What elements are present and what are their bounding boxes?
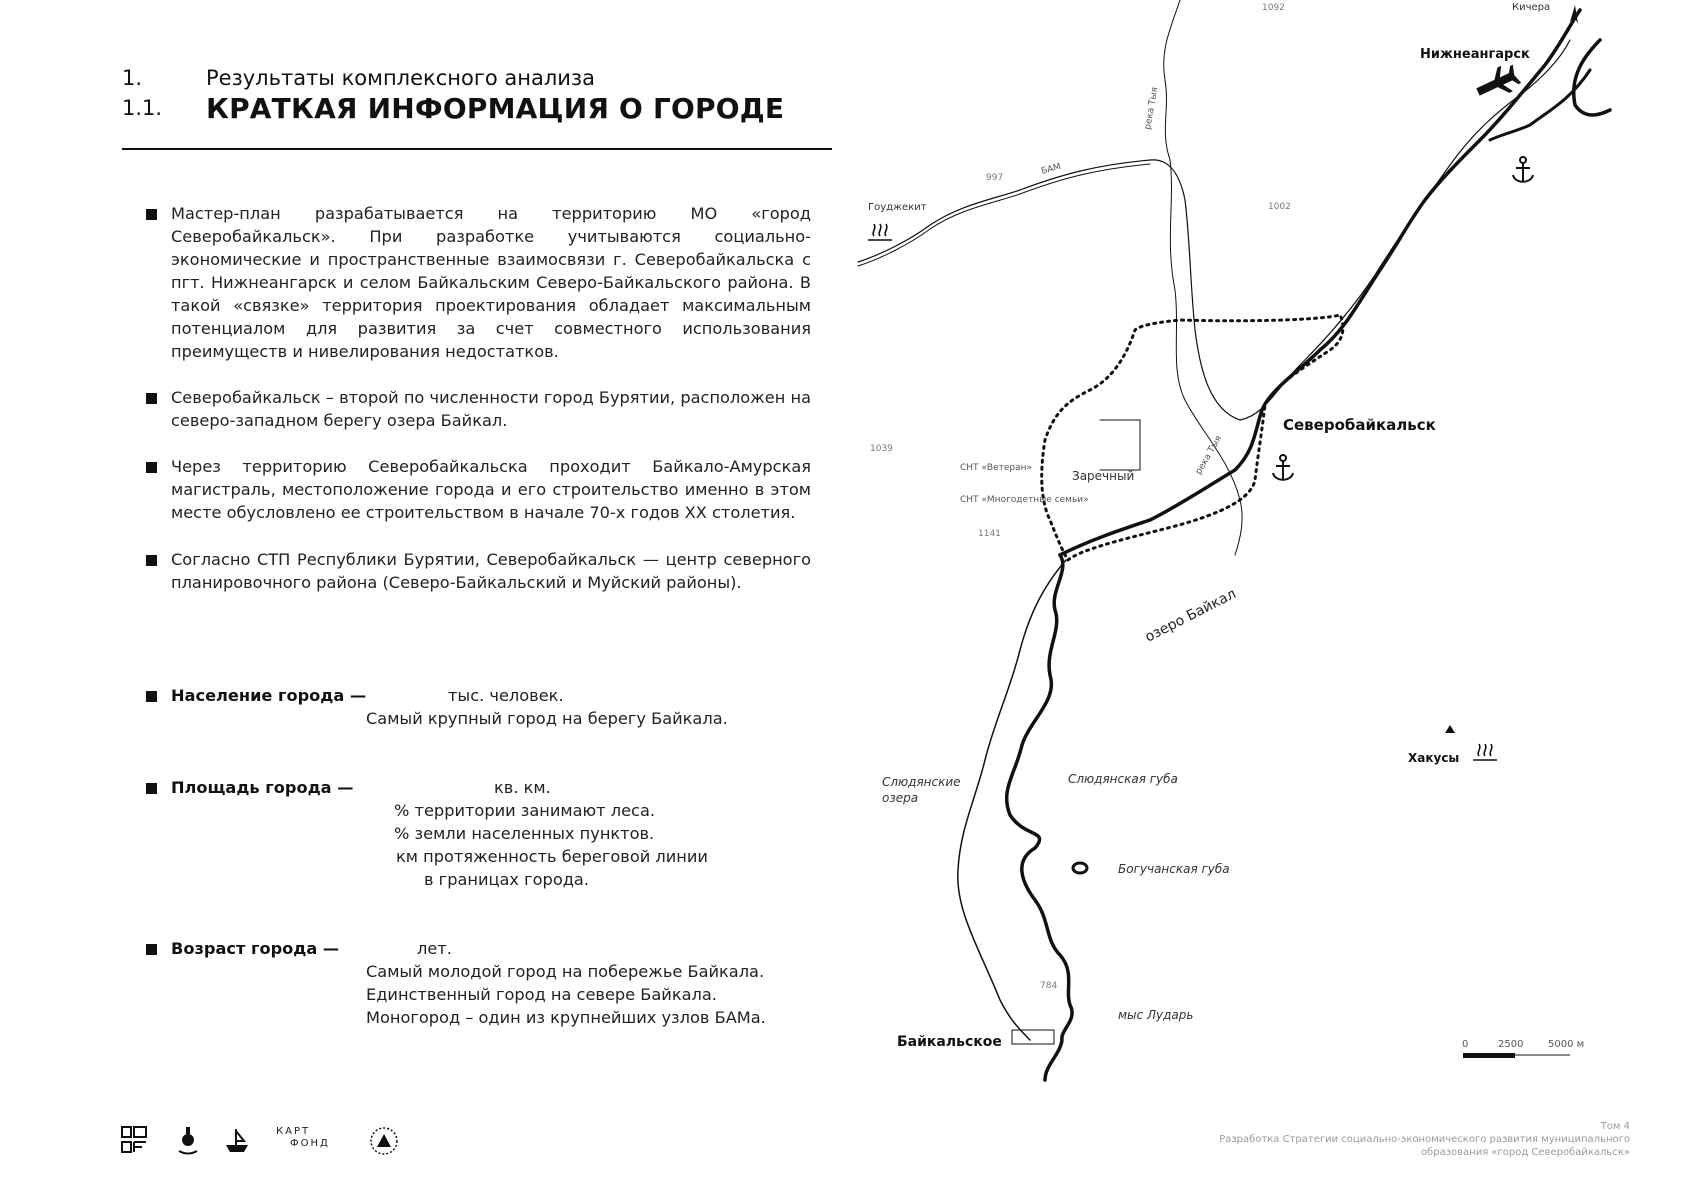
hot-spring-icon bbox=[1473, 744, 1497, 760]
label-khakusy: Хакусы bbox=[1408, 751, 1460, 765]
footer-note-line-2: образования «город Северобайкальск» bbox=[1420, 1147, 1630, 1158]
population-label: Население города — bbox=[171, 686, 367, 705]
area-coastline-cont: в границах города. bbox=[424, 870, 589, 889]
label-mys-ludar: мыс Лударь bbox=[1118, 1008, 1194, 1022]
label-bam: БАМ bbox=[1040, 162, 1063, 177]
label-goudzhekit: Гоуджекит bbox=[868, 202, 927, 213]
bullet-icon bbox=[146, 393, 157, 404]
label-kichera: Кичера bbox=[1512, 2, 1551, 13]
area-unit: кв. км. bbox=[494, 778, 551, 797]
emblem-logo bbox=[176, 1125, 200, 1157]
elev-997: 997 bbox=[986, 173, 1004, 183]
lake-west-shore bbox=[958, 560, 1066, 1040]
kartfond-line-1: КАРТ bbox=[276, 1126, 311, 1137]
section-title: Результаты комплексного анализа bbox=[206, 66, 595, 90]
area-coastline: км протяженность береговой линии bbox=[396, 847, 708, 866]
scale-2500: 2500 bbox=[1498, 1039, 1524, 1050]
coast-east bbox=[1574, 40, 1610, 115]
elev-1092: 1092 bbox=[1262, 3, 1285, 13]
paragraph-stp bbox=[146, 548, 811, 594]
label-slyudyanskie-ozera-2: озера bbox=[882, 791, 919, 805]
elev-784: 784 bbox=[1040, 981, 1058, 991]
age-note-2: Единственный город на севере Байкала. bbox=[366, 985, 717, 1004]
age-label: Возраст города — bbox=[171, 939, 340, 958]
elev-1039: 1039 bbox=[870, 444, 893, 454]
elev-1141: 1141 bbox=[978, 529, 1001, 539]
label-reka-tyya-north: река Тыя bbox=[1143, 86, 1161, 131]
header-divider bbox=[122, 148, 832, 150]
footer-note bbox=[1210, 1120, 1630, 1159]
anchor-icon bbox=[1273, 455, 1293, 480]
city-boundary bbox=[1042, 315, 1343, 560]
label-slyudyanskaya-guba: Слюдянская губа bbox=[1068, 772, 1178, 786]
scale-5000: 5000 м bbox=[1548, 1039, 1585, 1050]
bullet-icon bbox=[146, 209, 157, 220]
age-unit: лет. bbox=[417, 939, 452, 958]
label-snt-mnogodetnye: СНТ «Многодетные семьи» bbox=[960, 495, 1089, 505]
label-boguchanskaya-guba: Богучанская губа bbox=[1118, 862, 1230, 876]
railway-bam bbox=[858, 40, 1570, 420]
population-unit: тыс. человек. bbox=[448, 686, 564, 705]
bullet-icon bbox=[146, 691, 157, 702]
bullet-icon bbox=[146, 555, 157, 566]
island bbox=[1073, 863, 1087, 873]
kartfond-logo bbox=[276, 1126, 330, 1150]
label-baikalskoe: Байкальское bbox=[897, 1034, 1002, 1050]
scale-0: 0 bbox=[1462, 1039, 1469, 1050]
label-snt-veteran: СНТ «Ветеран» bbox=[960, 463, 1033, 473]
area-settlements: % земли населенных пунктов. bbox=[394, 824, 655, 843]
section-number: 1. bbox=[122, 66, 143, 90]
age-note-3: Моногород – один из крупнейших узлов БАМа. bbox=[366, 1008, 766, 1027]
kartfond-line-2: ФОНД bbox=[290, 1138, 330, 1149]
dom-rf-logo bbox=[120, 1125, 150, 1155]
label-nizhneangarsk: Нижнеангарск bbox=[1420, 47, 1530, 62]
elev-1002: 1002 bbox=[1268, 202, 1291, 212]
paragraph-text: Согласно СТП Республики Бурятии, Северобайкальск — центр северного планировочного района (Северо-Байкальский и Муйский районы). bbox=[171, 550, 811, 592]
age-note-1: Самый молодой город на побережье Байкала. bbox=[366, 962, 765, 981]
anchor-icon bbox=[1513, 157, 1533, 182]
paragraph-text: Северобайкальск – второй по численности город Бурятии, расположен на северо-западном берегу озера Байкал. bbox=[171, 388, 811, 430]
label-slyudyanskie-ozera: Слюдянские bbox=[882, 775, 961, 789]
peak-icon bbox=[1445, 725, 1455, 733]
ship-logo bbox=[222, 1125, 252, 1155]
label-ozero-baikal: озеро Байкал bbox=[1142, 586, 1239, 646]
paragraph-second-city bbox=[146, 386, 811, 432]
bullet-icon bbox=[146, 783, 157, 794]
label-reka-tyya-south: река Тыя bbox=[1193, 434, 1225, 477]
footer-note-line-1: Разработка Стратегии социально-экономического развития муниципального bbox=[1219, 1134, 1630, 1145]
population-note: Самый крупный город на берегу Байкала. bbox=[366, 709, 728, 728]
area-label: Площадь города — bbox=[171, 778, 354, 797]
paragraph-master-plan bbox=[146, 202, 811, 363]
footer-logos bbox=[118, 1125, 418, 1165]
label-zarechny: Заречный bbox=[1072, 469, 1135, 483]
paragraph-text: Через территорию Северобайкальска проходит Байкало-Амурская магистраль, местоположение города и его строительство именно в этом месте обусловлено ее строительством в начале 70-х годов XX столетия. bbox=[171, 457, 811, 522]
bullet-icon bbox=[146, 944, 157, 955]
scale-bar bbox=[1463, 1053, 1515, 1058]
coast-north bbox=[1060, 10, 1580, 555]
subsection-number: 1.1. bbox=[122, 96, 163, 120]
label-severobaikalsk: Северобайкальск bbox=[1283, 416, 1436, 434]
hot-spring-icon bbox=[868, 224, 892, 240]
bullet-icon bbox=[146, 462, 157, 473]
lake-east-shore bbox=[1007, 555, 1072, 1080]
paragraph-bam bbox=[146, 455, 811, 524]
page-title: КРАТКАЯ ИНФОРМАЦИЯ О ГОРОДЕ bbox=[206, 92, 785, 125]
paragraph-text: Мастер-план разрабатывается на территорию МО «город Северобайкальск». При разработке учитываются социально-экономические и пространственные взаимосвязи г. Северобайкальска с пгт. Нижнеангарск и селом Байкальским Северо-Байкальского района. В такой «связке» территория проектирования обладает максимальным потенциалом для развития за счет совместного использования преимуществ и нивелирования недостатков. bbox=[171, 204, 811, 361]
city-crest-logo bbox=[368, 1125, 400, 1157]
page-number: Том 4 bbox=[1600, 1121, 1630, 1132]
area-map bbox=[845, 0, 1697, 1090]
area-forests: % территории занимают леса. bbox=[394, 801, 656, 820]
